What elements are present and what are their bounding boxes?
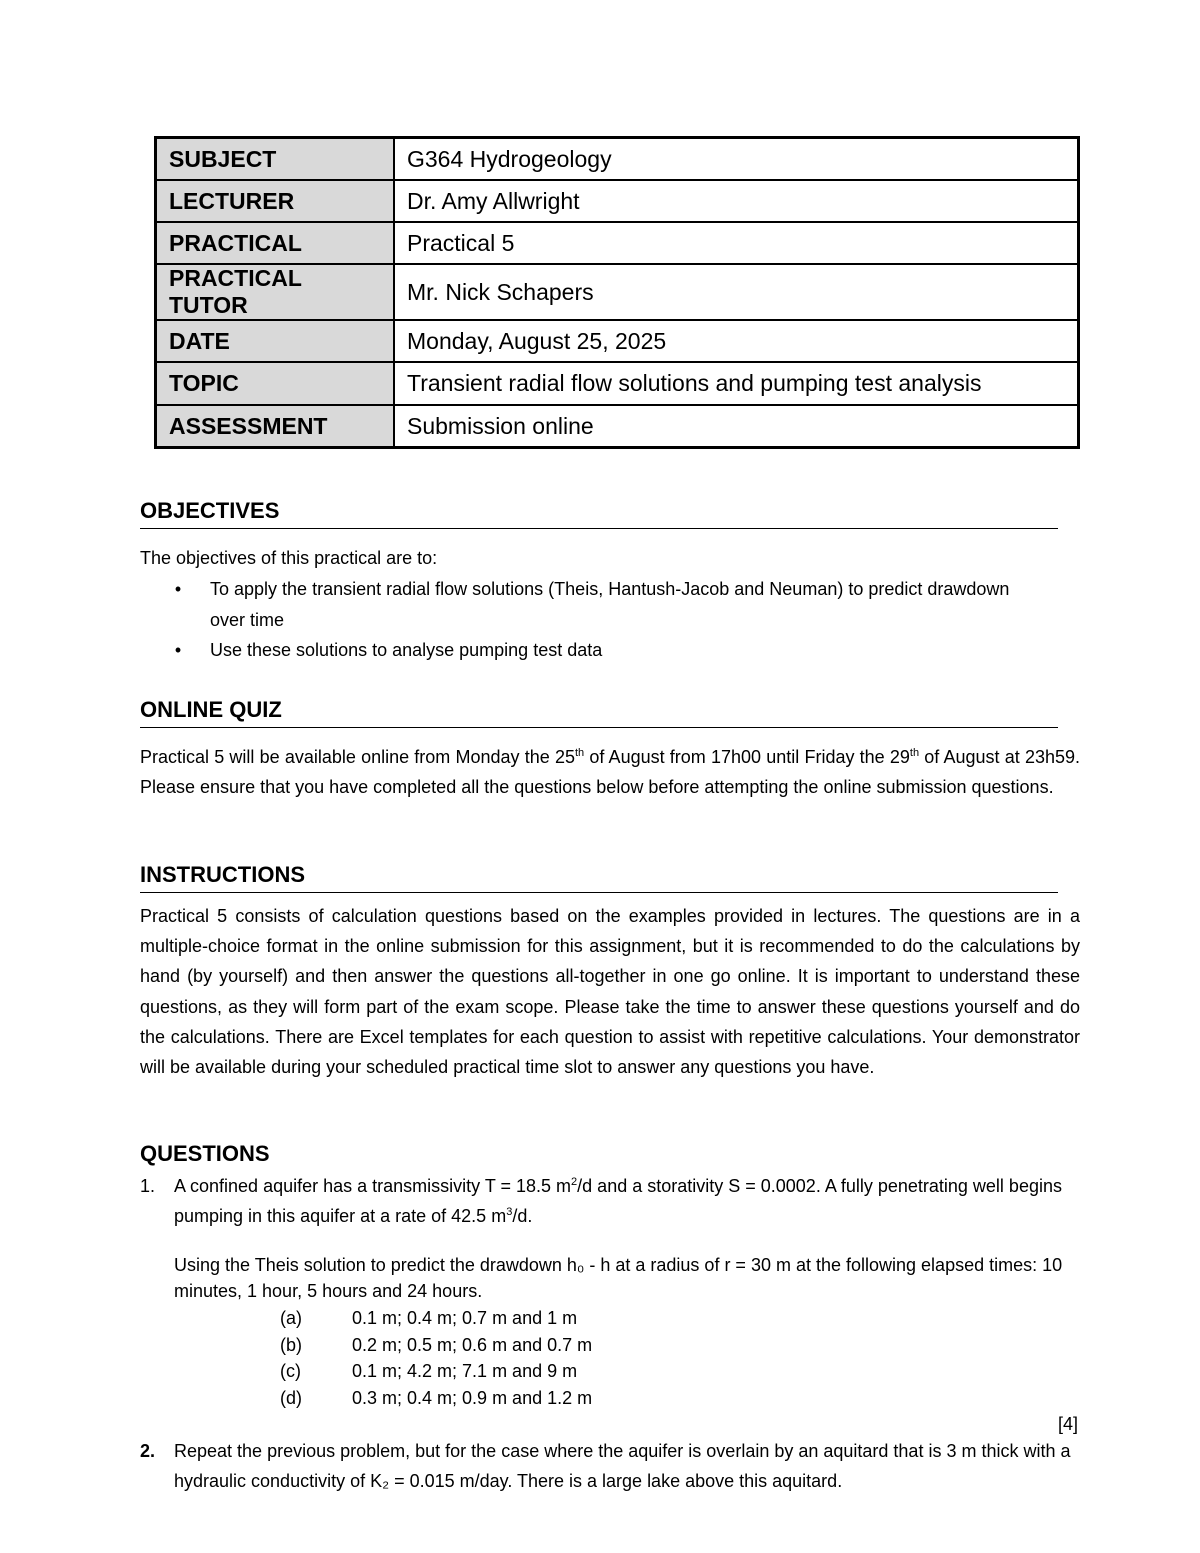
question-1-prompt: Using the Theis solution to predict the drawdown h₀ - h at a radius of r = 30 m at the following elapsed times: 10 minutes, 1 hour, 5 hours and 24 hours. <box>174 1255 1063 1301</box>
question-1-marks: [4] <box>1057 1414 1078 1434</box>
table-row <box>156 362 1079 405</box>
quiz-text-part: of August at 23h59. Please ensure that you have completed all the questions below before attempting the online submission questions. <box>140 747 1080 798</box>
option-letter: (d) <box>280 1388 302 1408</box>
question-1 <box>140 1171 1080 1231</box>
option-letter: (c) <box>280 1361 301 1381</box>
row-value-subject: G364 Hydrogeology <box>394 138 1079 181</box>
online-quiz-text <box>140 742 1080 802</box>
instructions-text: Practical 5 consists of calculation questions based on the examples provided in lectures. The questions are in a multiple-choice format in the online submission for this assignment, but it is recommended to do the calculations by hand (by yourself) and then answer the questions all-together in one go online. It is important to understand these questions, as they will form part of the exam scope. Please take the time to answer these questions yourself and do the calculations. There are Excel templates for each question to assist with repetitive calculations. Your demonstrator will be available during your scheduled practical time slot to answer any questions you have. <box>140 906 1080 1078</box>
row-label-practical-tutor: PRACTICAL TUTOR <box>156 264 395 320</box>
objectives-heading: OBJECTIVES <box>140 498 1058 529</box>
row-value-date: Monday, August 25, 2025 <box>394 320 1079 362</box>
question-number: 1. <box>140 1176 156 1196</box>
option-letter: (a) <box>280 1308 302 1328</box>
row-value-topic: Transient radial flow solutions and pumping test analysis <box>394 362 1079 405</box>
option-d <box>280 1385 592 1412</box>
questions-heading: QUESTIONS <box>140 1141 270 1166</box>
row-value-assessment: Submission online <box>394 405 1079 448</box>
objectives-intro: The objectives of this practical are to: <box>140 548 438 568</box>
list-item <box>172 635 1032 666</box>
header-info-table <box>154 136 1080 449</box>
quiz-text-part: of August from 17h00 until Friday the 29 <box>584 747 910 767</box>
row-label-subject: SUBJECT <box>156 138 395 181</box>
bullet-icon: • <box>174 640 182 660</box>
question-text-part: /d and a storativity S = 0.0002. A fully penetrating well begins pumping in this aquifer at a rate of 42.5 m <box>174 1176 1062 1226</box>
row-value-practical: Practical 5 <box>394 222 1079 264</box>
row-value-practical-tutor: Mr. Nick Schapers <box>394 264 1079 320</box>
row-label-practical: PRACTICAL <box>156 222 395 264</box>
row-label-assessment: ASSESSMENT <box>156 405 395 448</box>
question-number: 2. <box>140 1441 156 1461</box>
objective-text: To apply the transient radial flow solutions (Theis, Hantush-Jacob and Neuman) to predict drawdown over time <box>210 579 1010 630</box>
table-row <box>156 405 1079 448</box>
objectives-list <box>172 574 1032 666</box>
option-b <box>280 1332 592 1359</box>
question-1-prompt-wrap <box>140 1252 1080 1304</box>
option-c <box>280 1358 577 1385</box>
row-value-lecturer: Dr. Amy Allwright <box>394 180 1079 222</box>
table-row <box>156 180 1079 222</box>
option-text: 0.1 m; 4.2 m; 7.1 m and 9 m <box>352 1361 578 1381</box>
instructions-heading: INSTRUCTIONS <box>140 862 1058 893</box>
row-label-topic: TOPIC <box>156 362 395 405</box>
ordinal-suffix: th <box>574 747 585 759</box>
table-row <box>156 138 1079 181</box>
superscript: 2 <box>571 1176 578 1188</box>
question-2 <box>140 1436 1080 1496</box>
objective-text: Use these solutions to analyse pumping test data <box>210 640 603 660</box>
bullet-icon: • <box>174 579 182 599</box>
option-text: 0.1 m; 0.4 m; 0.7 m and 1 m <box>352 1308 578 1328</box>
online-quiz-heading: ONLINE QUIZ <box>140 697 1058 728</box>
row-label-lecturer: LECTURER <box>156 180 395 222</box>
quiz-text-part: Practical 5 will be available online from Monday the 25 <box>140 747 575 767</box>
option-text: 0.3 m; 0.4 m; 0.9 m and 1.2 m <box>352 1388 593 1408</box>
table-row <box>156 320 1079 362</box>
table-row <box>156 222 1079 264</box>
question-2-text: Repeat the previous problem, but for the case where the aquifer is overlain by an aquitard that is 3 m thick with a hydraulic conductivity of K₂ = 0.015 m/day. There is a large lake above this aquitard. <box>174 1441 1071 1491</box>
superscript: 3 <box>506 1206 513 1218</box>
question-text-part: /d. <box>512 1206 533 1226</box>
question-1-text <box>174 1171 1080 1231</box>
option-letter: (b) <box>280 1335 302 1355</box>
table-row <box>156 264 1079 320</box>
option-text: 0.2 m; 0.5 m; 0.6 m and 0.7 m <box>352 1335 593 1355</box>
question-text-part: A confined aquifer has a transmissivity T = 18.5 m <box>174 1176 572 1196</box>
row-label-date: DATE <box>156 320 395 362</box>
option-a <box>280 1305 577 1332</box>
ordinal-suffix: th <box>909 747 920 759</box>
list-item <box>172 574 1032 635</box>
